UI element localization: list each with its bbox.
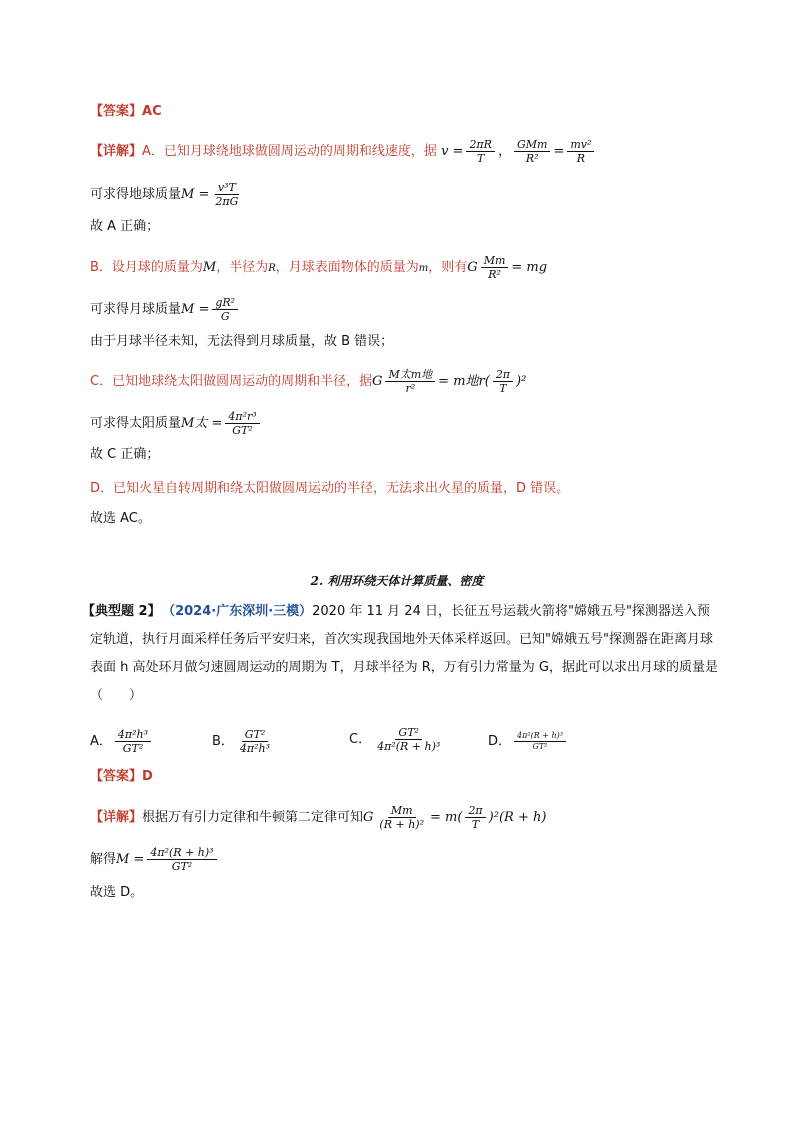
formula-lhs: M太 = — [181, 416, 223, 431]
q1-answer-line — [90, 103, 162, 121]
denominator: GT² — [532, 742, 548, 751]
fraction — [514, 138, 550, 165]
numerator: Mm — [388, 804, 416, 818]
option-d[interactable] — [488, 730, 569, 752]
denominator: T — [477, 152, 485, 165]
q1-detail-a-line — [90, 138, 597, 165]
option-label: C． — [349, 732, 372, 747]
numerator: gR² — [212, 296, 238, 310]
denominator: 2πG — [215, 195, 239, 208]
b-text: ，半径为 — [216, 260, 269, 275]
option-label: A． — [90, 734, 112, 749]
q1-c-line — [90, 368, 526, 395]
q2-stem — [82, 598, 720, 710]
denominator: R² — [488, 268, 501, 281]
q2-tag: 【典型题 2】 — [82, 604, 161, 619]
formula-lhs: M = — [181, 302, 210, 317]
solve-text: 解得 — [90, 852, 117, 867]
q1-c-result-line — [90, 410, 263, 437]
q2-source: （2024·广东深圳·三模） — [168, 604, 313, 619]
q1-a-result-line — [90, 181, 244, 208]
equals: = — [553, 144, 565, 159]
b-text: ，则有 — [428, 260, 468, 275]
detail-tag: 【详解】 — [90, 144, 143, 159]
var-r: R — [268, 263, 276, 274]
formula-lhs: M = — [116, 852, 145, 867]
denominator: (R + h)² — [379, 818, 424, 831]
result-text: 可求得地球质量 — [90, 187, 182, 202]
option-label: D． — [488, 734, 512, 749]
numerator: Mm — [481, 254, 509, 268]
numerator: GT² — [242, 728, 269, 742]
numerator: 4π²r³ — [225, 410, 259, 424]
q1-b-result-line — [90, 296, 241, 323]
formula-lhs: v = — [441, 144, 464, 159]
fraction — [466, 138, 495, 165]
denominator: 4π²h³ — [239, 742, 271, 755]
q2-detail-line — [90, 804, 546, 831]
option-c[interactable] — [349, 726, 446, 753]
fraction — [212, 296, 238, 323]
formula-rhs: = m地r( — [438, 374, 490, 389]
const-g: G — [363, 810, 374, 825]
denominator: G — [220, 310, 230, 323]
denominator: GT² — [232, 424, 253, 437]
numerator: 4π²h³ — [115, 728, 151, 742]
formula-lhs: M = — [181, 187, 210, 202]
numerator: mv² — [567, 138, 594, 152]
q2-answer-line — [90, 768, 153, 786]
detail-tag: 【详解】 — [90, 810, 143, 825]
result-text: 可求得月球质量 — [90, 302, 182, 317]
answer-tag: 【答案】 — [90, 104, 143, 119]
option-a[interactable] — [90, 728, 154, 755]
denominator: r² — [405, 382, 416, 395]
fraction — [237, 728, 273, 755]
answer-tag: 【答案】 — [90, 769, 143, 784]
fraction — [225, 410, 259, 437]
fraction — [567, 138, 594, 165]
fraction — [212, 181, 241, 208]
b-text: ，月球表面物体的质量为 — [275, 260, 419, 275]
fraction — [385, 368, 435, 395]
numerator: GMm — [514, 138, 550, 152]
fraction — [493, 368, 513, 395]
numerator: 2π — [493, 368, 513, 382]
denominator: T — [471, 818, 480, 831]
fraction — [147, 846, 216, 873]
q1-b-line — [90, 254, 547, 281]
formula-rhs: = mg — [511, 260, 548, 275]
fraction — [374, 726, 443, 753]
formula-rhs: = m( — [430, 810, 463, 825]
denominator: R — [576, 152, 586, 165]
var-m-upper: M — [202, 260, 217, 275]
numerator: 2πR — [466, 138, 495, 152]
formula-tail: )² — [516, 374, 527, 389]
option-b[interactable] — [212, 728, 276, 755]
answer-value: D — [142, 769, 153, 784]
q1-a-conclusion: 故 A 正确； — [90, 219, 160, 234]
fraction — [514, 731, 566, 752]
q1-b-conclusion: 由于月球半径未知，无法得到月球质量，故 B 错误； — [90, 334, 394, 349]
numerator: 4π²(R + h)³ — [147, 846, 216, 860]
var-m-lower: m — [418, 263, 429, 274]
numerator: 4π²(R + h)³ — [514, 731, 566, 742]
fraction — [481, 254, 509, 281]
const-g: G — [372, 374, 383, 389]
q1-final: 故选 AC。 — [90, 511, 151, 526]
numerator: GT² — [395, 726, 422, 740]
formula-tail: )²(R + h) — [488, 810, 547, 825]
option-label: B． — [212, 734, 234, 749]
comma: ， — [497, 144, 511, 159]
numerator: 2π — [465, 804, 485, 818]
b-text: B．设月球的质量为 — [90, 260, 203, 275]
answer-value: AC — [142, 104, 162, 119]
fraction — [115, 728, 151, 755]
denominator: R² — [525, 152, 539, 165]
denominator: GT² — [122, 742, 144, 755]
q2-final: 故选 D。 — [90, 885, 144, 900]
section-title: 2. 利用环绕天体计算质量、密度 — [310, 574, 484, 588]
q2-solve-line — [90, 846, 220, 873]
denominator: 4π²(R + h)³ — [377, 740, 441, 753]
denominator: GT² — [171, 860, 193, 873]
detail-text: 根据万有引力定律和牛顿第二定律可知 — [142, 810, 364, 825]
result-text: 可求得太阳质量 — [90, 416, 182, 431]
fraction — [465, 804, 485, 831]
denominator: T — [499, 382, 507, 395]
q1-c-conclusion: 故 C 正确； — [90, 447, 160, 462]
q1-d-line: D．已知火星自转周期和绕太阳做圆周运动的半径，无法求出火星的质量，D 错误。 — [90, 481, 570, 496]
numerator: M太m地 — [385, 368, 435, 382]
option-a-text: A．已知月球绕地球做圆周运动的周期和线速度，据 — [142, 144, 437, 159]
fraction — [376, 804, 427, 831]
q2-stem-text: 2020 年 11 月 24 日，长征五号运载火箭将"嫦娥五号"探测器送入预定轨道，执行月面采样任务后平安归来，首次实现我国地外天体采样返回。已知"嫦娥五号"探测器在距离月球表面 h 高处环月做匀速圆周运动的周期为 T，月球半径为 R，万有引力常量为 G，据此可以求出月球的质量是（ ） — [90, 604, 718, 703]
numerator: v³T — [215, 181, 239, 195]
const-g: G — [467, 260, 478, 275]
c-text: C．已知地球绕太阳做圆周运动的周期和半径，据 — [90, 374, 373, 389]
